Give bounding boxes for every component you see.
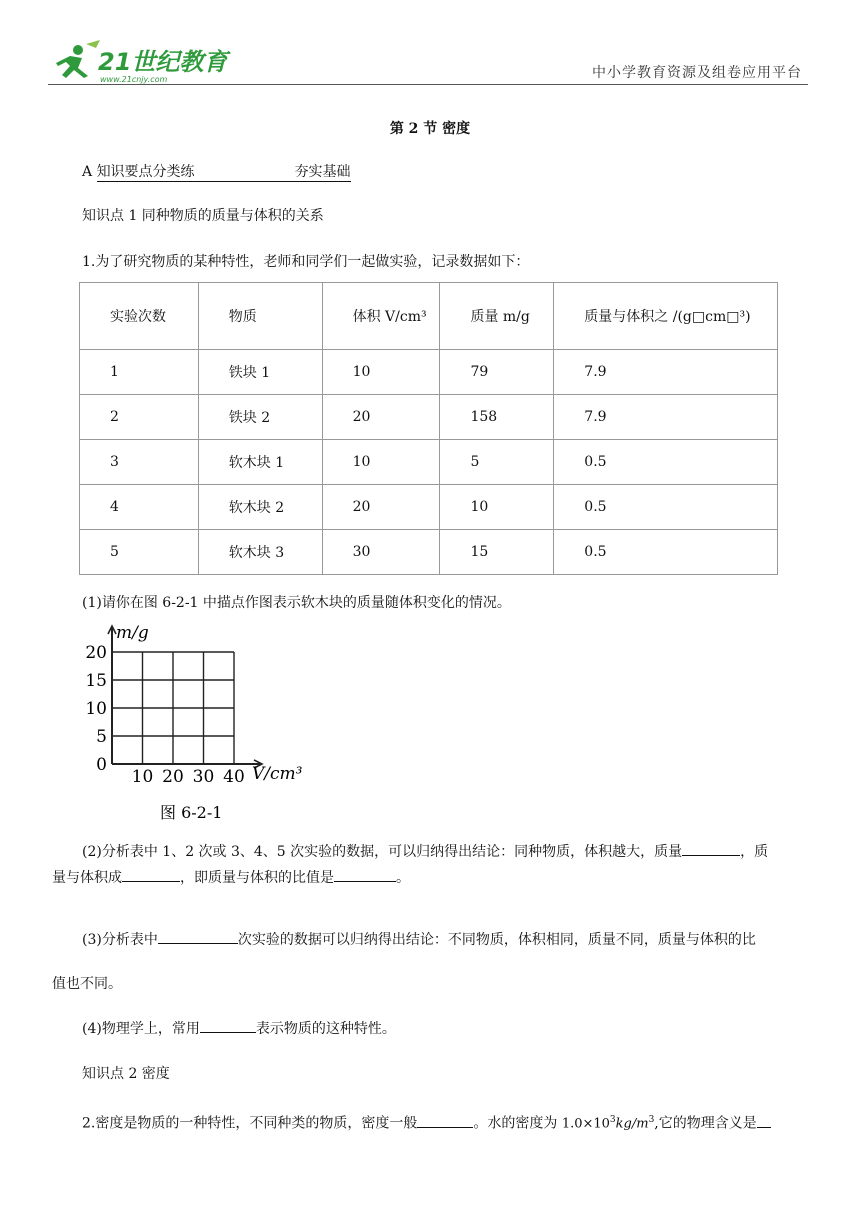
q2-text-g: ,它的物理含义是 bbox=[654, 1115, 757, 1132]
table-cell: 10 bbox=[322, 440, 440, 485]
table-header-cell: 质量 m/g bbox=[440, 283, 554, 350]
question-1-part-3 bbox=[52, 922, 812, 958]
answer-blank[interactable] bbox=[757, 1113, 771, 1128]
table-cell: 30 bbox=[322, 530, 440, 575]
figure-caption: 图 6-2-1 bbox=[160, 803, 223, 822]
question-1-part-4 bbox=[82, 1018, 396, 1039]
x-tick-label: 40 bbox=[223, 767, 245, 787]
table-cell: 0.5 bbox=[554, 440, 778, 485]
section-a-left: 知识要点分类练 bbox=[96, 164, 195, 180]
y-tick-label: 5 bbox=[96, 727, 107, 747]
q1-4-text-a: (4)物理学上，常用 bbox=[82, 1021, 200, 1037]
answer-blank[interactable] bbox=[417, 1113, 473, 1128]
table-cell: 0.5 bbox=[554, 530, 778, 575]
table-cell: 10 bbox=[322, 350, 440, 395]
answer-blank[interactable] bbox=[200, 1018, 256, 1033]
section-a-heading bbox=[82, 162, 351, 182]
table-row bbox=[80, 350, 778, 395]
y-tick-label: 10 bbox=[85, 699, 107, 719]
table-cell: 2 bbox=[80, 395, 199, 440]
table-cell: 15 bbox=[440, 530, 554, 575]
table-cell: 软木块 1 bbox=[198, 440, 322, 485]
q1-3-text-a: (3)分析表中 bbox=[82, 932, 158, 948]
table-cell: 4 bbox=[80, 485, 199, 530]
q1-2-text-e: 。 bbox=[396, 870, 410, 886]
x-tick-label: 10 bbox=[131, 767, 154, 787]
table-cell: 5 bbox=[440, 440, 554, 485]
question-1-part-3-cont: 值也不同。 bbox=[52, 976, 122, 992]
table-cell: 5 bbox=[80, 530, 199, 575]
table-cell: 10 bbox=[440, 485, 554, 530]
q2-formula-unit: kg/m bbox=[615, 1116, 649, 1132]
answer-blank[interactable] bbox=[122, 867, 180, 882]
x-axis-label: V/cm³ bbox=[252, 764, 303, 784]
q1-3-text-b: 次实验的数据可以归纳得出结论：不同物质，体积相同，质量不同，质量与体积的比 bbox=[237, 932, 756, 948]
table-cell: 3 bbox=[80, 440, 199, 485]
section-a-prefix: A bbox=[82, 164, 97, 180]
table-row bbox=[80, 395, 778, 440]
data-table bbox=[79, 282, 778, 575]
question-2 bbox=[82, 1110, 771, 1135]
table-cell: 铁块 2 bbox=[198, 395, 322, 440]
y-tick-label: 20 bbox=[85, 643, 107, 663]
table-cell: 7.9 bbox=[554, 395, 778, 440]
question-1-intro: 1.为了研究物质的某种特性，老师和同学们一起做实验，记录数据如下： bbox=[82, 254, 530, 270]
table-row bbox=[80, 440, 778, 485]
knowledge-point-1: 知识点 1 同种物质的质量与体积的关系 bbox=[82, 208, 324, 224]
x-tick-label: 30 bbox=[192, 767, 215, 787]
q1-2-text-a: (2)分析表中 1、2 次或 3、4、5 次实验的数据，可以归纳得出结论：同种物质，体积越大，质量 bbox=[82, 844, 683, 860]
question-1-part-1: (1)请你在图 6-2-1 中描点作图表示软木块的质量随体积变化的情况。 bbox=[82, 595, 511, 611]
table-header-cell: 体积 V/cm³ bbox=[322, 283, 440, 350]
y-axis-label: m/g bbox=[116, 623, 149, 643]
q1-2-text-d: ，即质量与体积的比值是 bbox=[180, 870, 334, 886]
logo-text: 21世纪教育 bbox=[98, 48, 228, 76]
q2-formula-exp: 3 bbox=[609, 1115, 616, 1125]
section-a-right: 夯实基础 bbox=[294, 164, 351, 180]
q2-text-a: 2.密度是物质的一种特性，不同种类的物质，密度一般 bbox=[82, 1115, 418, 1132]
table-row bbox=[80, 485, 778, 530]
q1-2-text-b: ，质 bbox=[740, 844, 769, 860]
table-cell: 铁块 1 bbox=[198, 350, 322, 395]
mass-volume-chart bbox=[85, 622, 328, 826]
header-divider bbox=[48, 84, 808, 85]
table-row bbox=[80, 530, 778, 575]
x-tick-label: 20 bbox=[162, 767, 184, 787]
table-header-cell: 质量与体积之 /(g□cm□³) bbox=[554, 283, 778, 350]
platform-name: 中小学教育资源及组卷应用平台 bbox=[592, 65, 802, 81]
table-cell: 软木块 3 bbox=[198, 530, 322, 575]
knowledge-point-2: 知识点 2 密度 bbox=[82, 1066, 170, 1082]
table-cell: 158 bbox=[440, 395, 554, 440]
page-title: 第 2 节 密度 bbox=[389, 121, 471, 137]
table-cell: 20 bbox=[322, 395, 440, 440]
q2-formula-unit-exp: 3 bbox=[648, 1115, 655, 1125]
logo-url: www.21cnjy.com bbox=[100, 75, 168, 84]
answer-blank[interactable] bbox=[334, 867, 396, 882]
table-cell: 0.5 bbox=[554, 485, 778, 530]
q1-4-text-b: 表示物质的这种特性。 bbox=[255, 1021, 396, 1037]
site-logo bbox=[48, 40, 228, 86]
table-cell: 20 bbox=[322, 485, 440, 530]
table-cell: 7.9 bbox=[554, 350, 778, 395]
question-1-part-2-cont bbox=[52, 860, 410, 896]
y-tick-label: 0 bbox=[96, 755, 107, 775]
section-a-underline bbox=[97, 164, 351, 182]
answer-blank[interactable] bbox=[158, 929, 238, 944]
answer-blank[interactable] bbox=[682, 841, 740, 856]
q2-text-b: 。水的密度为 bbox=[473, 1115, 562, 1132]
table-cell: 1 bbox=[80, 350, 199, 395]
q1-2-text-c: 量与体积成 bbox=[52, 870, 122, 886]
table-cell: 软木块 2 bbox=[198, 485, 322, 530]
table-header-row bbox=[80, 283, 778, 350]
table-header-cell: 物质 bbox=[198, 283, 322, 350]
runner-icon bbox=[56, 40, 100, 78]
table-cell: 79 bbox=[440, 350, 554, 395]
table-header-cell: 实验次数 bbox=[80, 283, 199, 350]
y-tick-label: 15 bbox=[85, 671, 107, 691]
q2-formula-base: 1.0×10 bbox=[561, 1116, 610, 1132]
